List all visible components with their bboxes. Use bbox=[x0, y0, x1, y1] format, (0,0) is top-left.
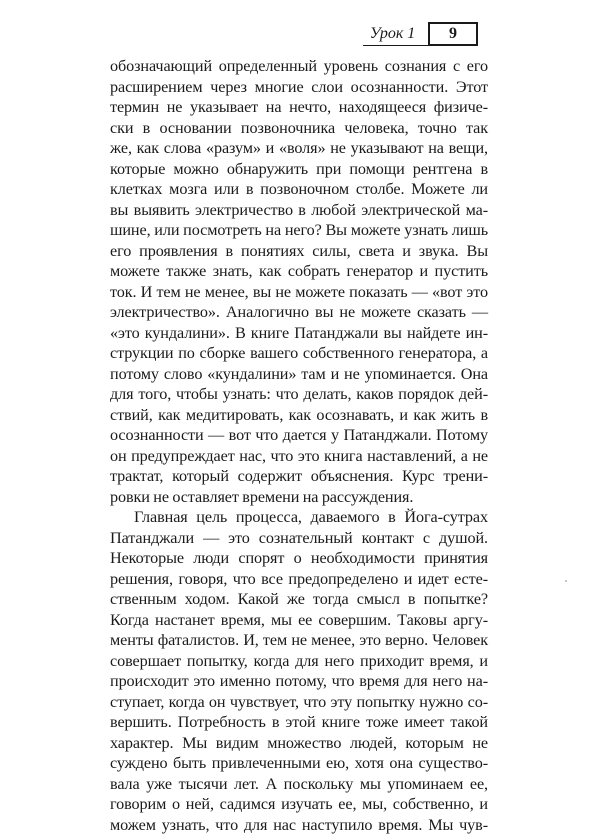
text-line: ски в основании позвоночника человека, точно так bbox=[110, 118, 488, 139]
text-line: вала уже тысячи лет. А поскольку мы упоминаем ее, bbox=[110, 774, 488, 795]
text-line: решения, говоря, что все предопределено и идет есте- bbox=[110, 569, 488, 590]
paragraph-end-line: ровки не оставляет времени на рассуждения. bbox=[110, 487, 488, 508]
scan-speck bbox=[565, 580, 567, 582]
text-line: электричество». Аналогично вы не можете сказать — bbox=[110, 302, 488, 323]
text-line: для того, чтобы узнать: что делать, каков порядок дей- bbox=[110, 384, 488, 405]
text-line: трактат, который содержит объяснения. Курс трени- bbox=[110, 466, 488, 487]
text-line: вы выявить электричество в любой электрической ма- bbox=[110, 200, 488, 221]
text-line: совершает попытку, когда для него приходит время, и bbox=[110, 651, 488, 672]
text-line: говорим о ней, садимся изучать ее, мы, собственно, и bbox=[110, 794, 488, 815]
page-number: 9 bbox=[428, 22, 478, 46]
text-line: расширением через многие слои осознанности. Этот bbox=[110, 77, 488, 98]
text-line: вершить. Потребность в этой книге тоже имеет такой bbox=[110, 712, 488, 733]
text-line: ступает, когда он чувствует, что эту попытку нужно со- bbox=[110, 692, 488, 713]
text-line: потому слово «кундалини» там и не упоминается. Она bbox=[110, 364, 488, 385]
text-line: струкции по сборке вашего собственного генератора, а bbox=[110, 343, 488, 364]
text-line: клетках мозга или в позвоночном столбе. Можете ли bbox=[110, 179, 488, 200]
header-section-title: Урок 1 bbox=[363, 22, 428, 46]
text-line: осознанности — вот что дается у Патанджали. Потому bbox=[110, 425, 488, 446]
text-line: ствий, как медитировать, как осознавать, и как жить в bbox=[110, 405, 488, 426]
text-line: ственным ходом. Какой же тогда смысл в попытке? bbox=[110, 589, 488, 610]
text-line: его проявления в понятиях силы, света и звука. Вы bbox=[110, 241, 488, 262]
text-line: Патанджали — это сознательный контакт с душой. bbox=[110, 528, 488, 549]
text-line: «это кундалини». В книге Патанджали вы найдете ин- bbox=[110, 323, 488, 344]
text-line: которые можно обнаружить при помощи рентгена в bbox=[110, 159, 488, 180]
text-line: Когда настанет время, мы ее совершим. Таковы аргу- bbox=[110, 610, 488, 631]
text-line: шине, или посмотреть на него? Вы можете узнать лишь bbox=[110, 220, 488, 241]
text-line: обозначающий определенный уровень сознания с его bbox=[110, 56, 488, 77]
text-line: термин не указывает на нечто, находящееся физиче- bbox=[110, 97, 488, 118]
paragraph-start-line: Главная цель процесса, даваемого в Йога-сутрах bbox=[110, 507, 488, 528]
text-line: происходит это именно потому, что время для него на- bbox=[110, 671, 488, 692]
text-line: можем узнать, что для нас наступило время. Мы чув- bbox=[110, 815, 488, 835]
text-line: Некоторые люди спорят о необходимости принятия bbox=[110, 548, 488, 569]
text-line: можете также знать, как собрать генератор и пустить bbox=[110, 261, 488, 282]
running-header bbox=[363, 22, 478, 46]
text-line: ток. И тем не менее, вы не можете показать — «вот это bbox=[110, 282, 488, 303]
text-line: он предупреждает нас, что это книга наставлений, а не bbox=[110, 446, 488, 467]
text-line: же, как слова «разум» и «воля» не указывают на вещи, bbox=[110, 138, 488, 159]
body-text bbox=[110, 56, 488, 835]
text-line: менты фаталистов. И, тем не менее, это верно. Человек bbox=[110, 630, 488, 651]
text-line: характер. Мы видим множество людей, которым не bbox=[110, 733, 488, 754]
text-line: суждено быть привлеченными ею, хотя она существо- bbox=[110, 753, 488, 774]
